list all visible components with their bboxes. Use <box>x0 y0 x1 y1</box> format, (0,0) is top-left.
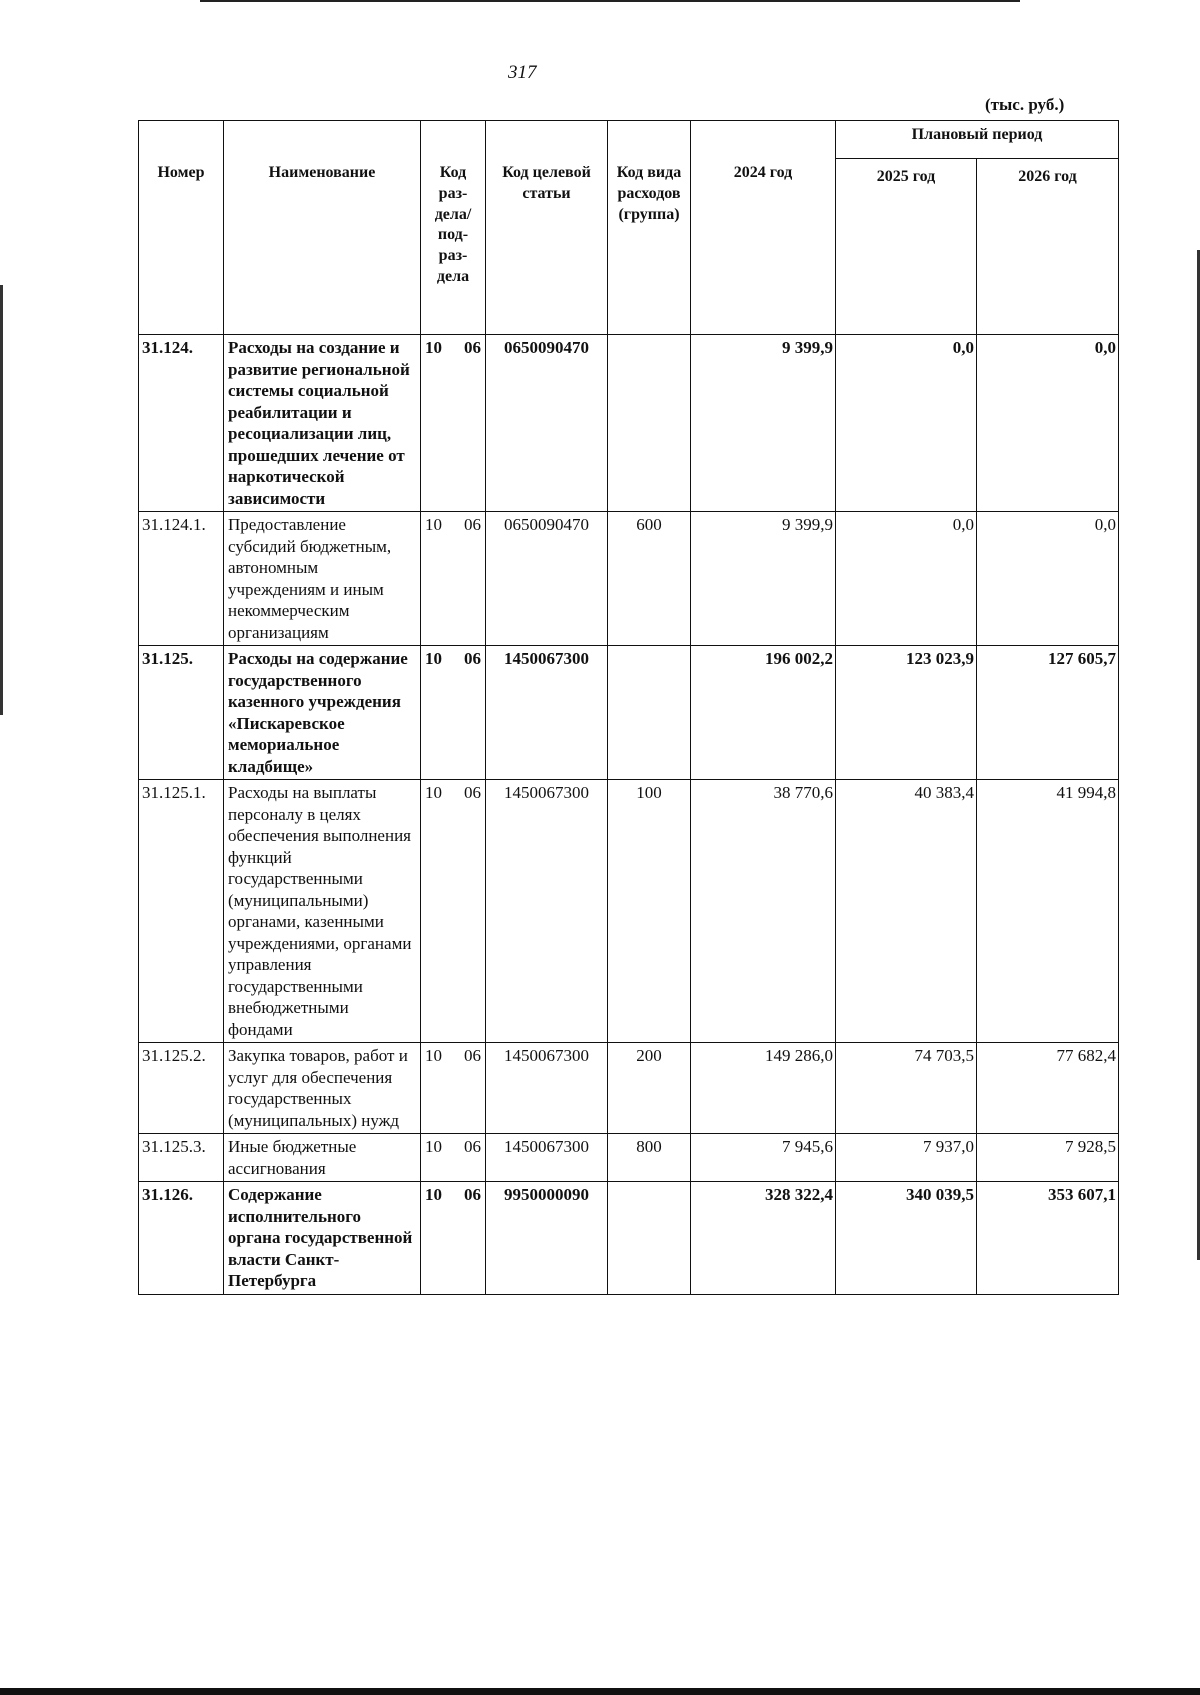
row-target-code: 0650090470 <box>486 335 608 512</box>
row-amount-2025: 74 703,5 <box>836 1043 977 1134</box>
header-year-2024: 2024 год <box>691 121 836 335</box>
row-amount-2024: 196 002,2 <box>691 646 836 780</box>
row-expense-kind: 200 <box>608 1043 691 1134</box>
row-name: Содержание исполнительного органа государственной власти Санкт-Петербурга <box>224 1182 421 1295</box>
row-section-code <box>421 1043 486 1134</box>
row-section: 10 <box>425 783 442 802</box>
row-subsection: 06 <box>464 1137 481 1156</box>
row-name: Закупка товаров, работ и услуг для обеспечения государственных (муниципальных) нужд <box>224 1043 421 1134</box>
row-number: 31.125. <box>139 646 224 780</box>
table-row <box>139 335 1119 512</box>
table-row <box>139 512 1119 646</box>
row-amount-2026: 7 928,5 <box>977 1134 1119 1182</box>
header-number: Номер <box>139 121 224 335</box>
budget-table <box>138 120 1119 1295</box>
row-subsection: 06 <box>464 515 481 534</box>
row-amount-2025: 340 039,5 <box>836 1182 977 1295</box>
header-name: Наименование <box>224 121 421 335</box>
header-planning-period: Плановый период <box>836 121 1119 159</box>
row-amount-2026: 77 682,4 <box>977 1043 1119 1134</box>
row-name: Иные бюджетные ассигнования <box>224 1134 421 1182</box>
row-amount-2024: 9 399,9 <box>691 512 836 646</box>
row-expense-kind: 600 <box>608 512 691 646</box>
top-scan-rule <box>200 0 1020 2</box>
row-section-code <box>421 512 486 646</box>
row-name: Предоставление субсидий бюджетным, автономным учреждениям и иным некоммерческим организациям <box>224 512 421 646</box>
header-section-code: Код раз-дела/ под-раз-дела <box>421 121 486 335</box>
row-expense-kind: 800 <box>608 1134 691 1182</box>
row-section: 10 <box>425 1185 442 1204</box>
row-section: 10 <box>425 1137 442 1156</box>
row-number: 31.126. <box>139 1182 224 1295</box>
row-number: 31.124. <box>139 335 224 512</box>
row-number: 31.125.1. <box>139 780 224 1043</box>
header-expense-kind: Код вида расходов (группа) <box>608 121 691 335</box>
row-amount-2024: 9 399,9 <box>691 335 836 512</box>
table-body <box>139 335 1119 1295</box>
row-amount-2024: 38 770,6 <box>691 780 836 1043</box>
row-target-code: 0650090470 <box>486 512 608 646</box>
row-amount-2024: 149 286,0 <box>691 1043 836 1134</box>
row-expense-kind <box>608 335 691 512</box>
row-target-code: 1450067300 <box>486 1043 608 1134</box>
row-amount-2025: 7 937,0 <box>836 1134 977 1182</box>
row-target-code: 1450067300 <box>486 646 608 780</box>
table-row <box>139 780 1119 1043</box>
row-section-code <box>421 780 486 1043</box>
bottom-scan-band <box>0 1688 1200 1695</box>
row-subsection: 06 <box>464 338 481 357</box>
row-section-code <box>421 646 486 780</box>
row-amount-2025: 0,0 <box>836 335 977 512</box>
row-name: Расходы на выплаты персоналу в целях обеспечения выполнения функций государственными (муниципальными) органами, казенными учреждениями, органами управления государственными внебюджетными фондами <box>224 780 421 1043</box>
left-scan-edge <box>0 285 3 715</box>
row-section: 10 <box>425 1046 442 1065</box>
row-number: 31.125.2. <box>139 1043 224 1134</box>
header-target-code: Код целевой статьи <box>486 121 608 335</box>
row-amount-2025: 123 023,9 <box>836 646 977 780</box>
table-row <box>139 1182 1119 1295</box>
row-target-code: 1450067300 <box>486 780 608 1043</box>
row-expense-kind <box>608 1182 691 1295</box>
header-year-2026: 2026 год <box>977 159 1119 335</box>
row-section-code <box>421 335 486 512</box>
table-row <box>139 1134 1119 1182</box>
row-amount-2025: 0,0 <box>836 512 977 646</box>
units-label: (тыс. руб.) <box>985 95 1065 114</box>
row-expense-kind: 100 <box>608 780 691 1043</box>
row-amount-2026: 127 605,7 <box>977 646 1119 780</box>
row-section-code <box>421 1134 486 1182</box>
row-name: Расходы на содержание государственного казенного учреждения «Пискаревское мемориальное кладбище» <box>224 646 421 780</box>
table-row <box>139 646 1119 780</box>
row-subsection: 06 <box>464 1185 481 1204</box>
header-year-2025: 2025 год <box>836 159 977 335</box>
row-section-code <box>421 1182 486 1295</box>
row-target-code: 1450067300 <box>486 1134 608 1182</box>
row-expense-kind <box>608 646 691 780</box>
row-amount-2026: 353 607,1 <box>977 1182 1119 1295</box>
row-amount-2025: 40 383,4 <box>836 780 977 1043</box>
row-number: 31.124.1. <box>139 512 224 646</box>
row-amount-2026: 0,0 <box>977 335 1119 512</box>
row-name: Расходы на создание и развитие региональной системы социальной реабилитации и ресоциализации лиц, прошедших лечение от наркотической зависимости <box>224 335 421 512</box>
row-number: 31.125.3. <box>139 1134 224 1182</box>
row-section: 10 <box>425 649 442 668</box>
row-amount-2026: 41 994,8 <box>977 780 1119 1043</box>
row-subsection: 06 <box>464 1046 481 1065</box>
row-amount-2024: 7 945,6 <box>691 1134 836 1182</box>
row-section: 10 <box>425 515 442 534</box>
row-amount-2024: 328 322,4 <box>691 1182 836 1295</box>
row-subsection: 06 <box>464 649 481 668</box>
row-section: 10 <box>425 338 442 357</box>
row-subsection: 06 <box>464 783 481 802</box>
row-target-code: 9950000090 <box>486 1182 608 1295</box>
table-row <box>139 1043 1119 1134</box>
page-number: 317 <box>508 62 537 83</box>
row-amount-2026: 0,0 <box>977 512 1119 646</box>
